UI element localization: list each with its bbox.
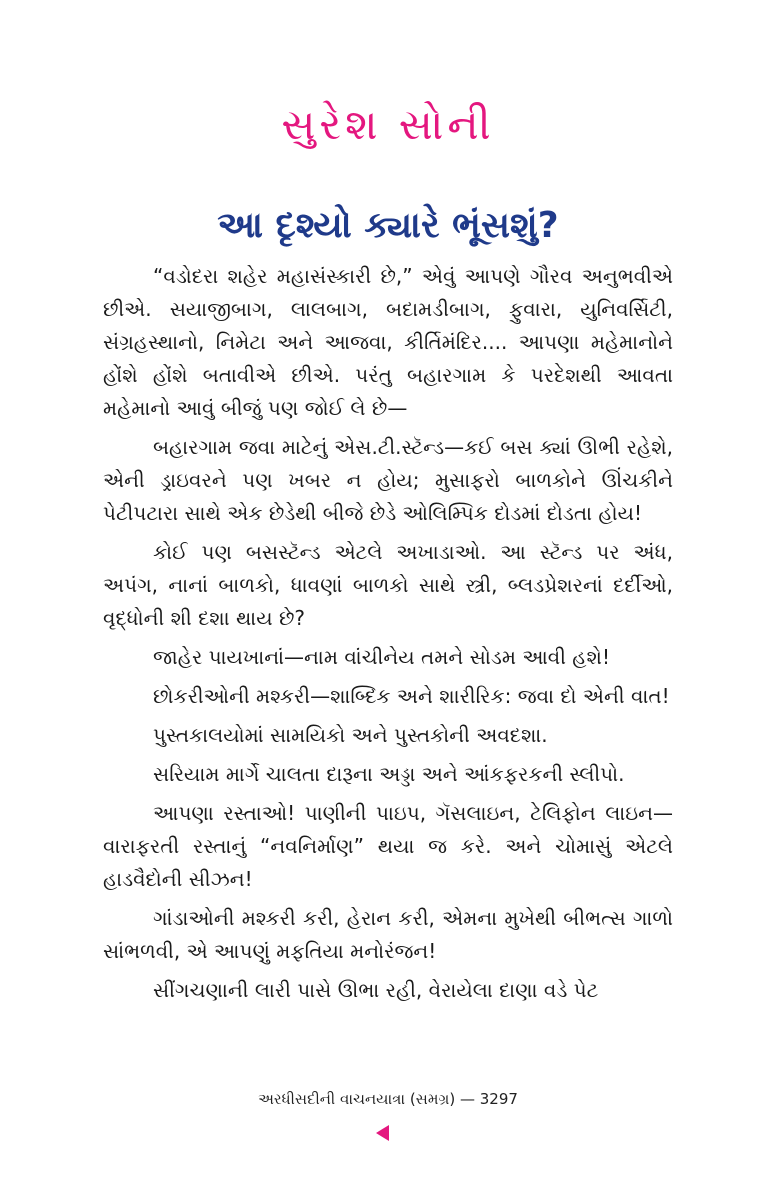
paragraph: કોઈ પણ બસસ્ટૅન્ડ એટલે અખાડાઓ. આ સ્ટૅન્ડ પર અંધ, અપંગ, નાનાં બાળકો, ધાવણાં બાળકો સાથે સ્ત્રી, બ્લડપ્રેશરનાં દર્દીઓ, વૃદ્ધોની શી દશા થાય છે? bbox=[103, 540, 673, 630]
author-name: સુરેશ સોની bbox=[281, 100, 495, 149]
paragraph: પુસ્તકાલયોમાં સામયિકો અને પુસ્તકોની અવદશા. bbox=[153, 723, 548, 747]
article-title: આ દૃશ્યો ક્યારે ભૂંસશું? bbox=[217, 205, 559, 246]
paragraph: જાહેર પાયખાનાં—નામ વાંચીનેય તમને સોડમ આવી હશે! bbox=[153, 645, 610, 669]
paragraph: સરિયામ માર્ગે ચાલતા દારૂના અડ્ડા અને આંકફરકની સ્લીપો. bbox=[153, 762, 625, 786]
paragraph: બહારગામ જવા માટેનું એસ.ટી.સ્ટૅન્ડ—કઈ બસ ક્યાં ઊભી રહેશે, એની ડ્રાઇવરને પણ ખબર ન હોય; મુસાફરો બાળકોને ઊંચકીને પેટીપટારા સાથે એક છેડેથી બીજે છેડે ઓલિમ્પિક દોડમાં દોડતા હોય! bbox=[103, 435, 673, 525]
paragraph: આપણા રસ્તાઓ! પાણીની પાઇપ, ગૅસલાઇન, ટેલિફોન લાઇન—વારાફરતી રસ્તાનું “નવનિર્માણ” થયા જ કરે. અને ચોમાસું એટલે હાડવૈદોની સીઝન! bbox=[103, 801, 673, 891]
page-footer: અરધીસદીની વાચનયાત્રા (સમગ્ર) — 3297 bbox=[258, 1090, 518, 1108]
paragraph: સીંગચણાની લારી પાસે ઊભા રહી, વેરાયેલા દાણા વડે પેટ bbox=[153, 978, 599, 1002]
paragraph: ગાંડાઓની મશ્કરી કરી, હેરાન કરી, એમના મુખેથી બીભત્સ ગાળો સાંભળવી, એ આપણું મફતિયા મનોરંજન! bbox=[103, 906, 673, 963]
previous-page-arrow-icon[interactable] bbox=[376, 1125, 389, 1141]
article-body bbox=[103, 260, 673, 1013]
paragraph: છોકરીઓની મશ્કરી—શાબ્દિક અને શારીરિક: જવા દો એની વાત! bbox=[153, 684, 670, 708]
paragraph: “વડોદરા શહેર મહાસંસ્કારી છે,” એવું આપણે ગૌરવ અનુભવીએ છીએ. સયાજીબાગ, લાલબાગ, બદામડીબાગ, ફુવારા, યુનિવર્સિટી, સંગ્રહસ્થાનો, નિમેટા અને આજવા, કીર્તિમંદિર.... આપણા મહેમાનોને હોંશે હોંશે બતાવીએ છીએ. પરંતુ બહારગામ કે પરદેશથી આવતા મહેમાનો આવું બીજું પણ જોઈ લે છે— bbox=[103, 264, 673, 420]
